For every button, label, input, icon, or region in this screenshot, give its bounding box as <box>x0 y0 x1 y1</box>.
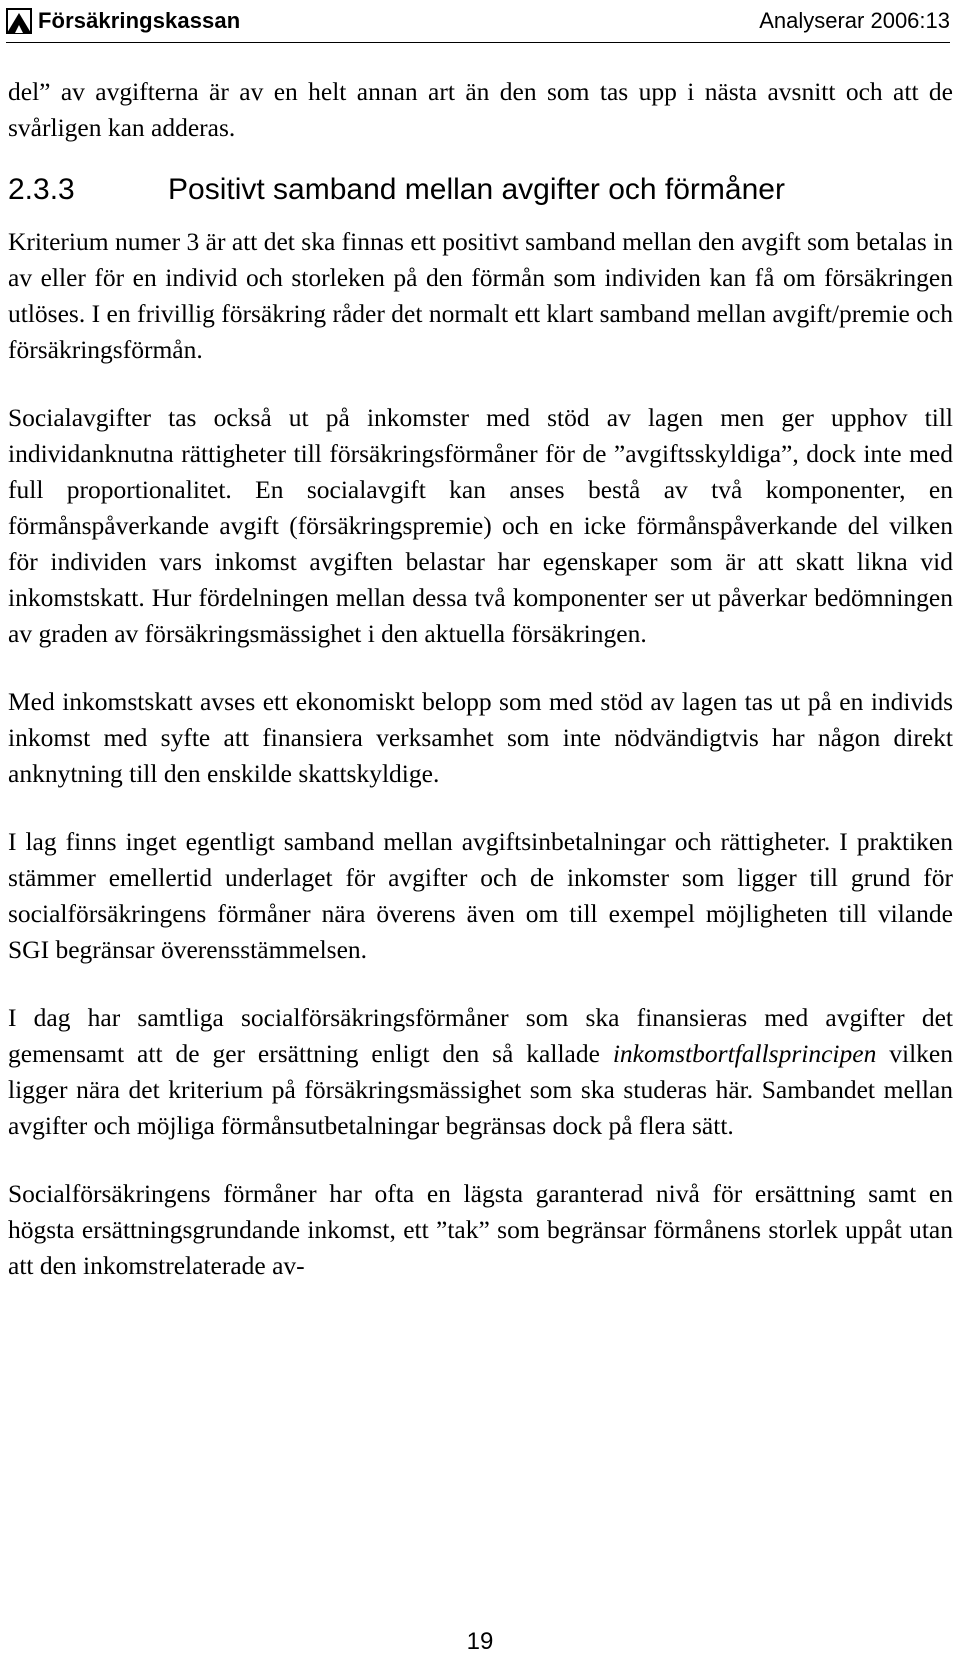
page-number: 19 <box>466 1628 494 1655</box>
paragraph-income-tax: Med inkomstskatt avses ett ekonomiskt belopp som med stöd av lagen tas ut på en individs inkomst med syfte att finansiera verksamhet som inte nödvändigtvis har någon direkt anknytning till den enskilde skattskyldige. <box>8 687 953 788</box>
forsakringskassan-logo-icon <box>6 8 32 34</box>
paragraph-text: I dag har samtliga socialförsäkringsförmåner som ska finansieras med avgifter det gemensamt att de ger ersättning enligt den så kallade <box>8 1003 953 1068</box>
paragraph-text: vilken ligger nära det kriterium på försäkringsmässighet som ska studeras här. Sambandet mellan avgifter och möjliga förmånsutbetalningar begränsas dock på flera sätt. <box>8 1039 953 1140</box>
section-heading <box>8 170 953 210</box>
paragraph-law: I lag finns inget egentligt samband mellan avgiftsinbetalningar och rättigheter. I praktiken stämmer emellertid underlaget för avgifter och de inkomster som ligger till grund för socialförsäkringens förmåner nära överens även om till exempel möjligheten till vilande SGI begränsar överensstämmelsen. <box>8 827 953 964</box>
paragraph-criterion: Kriterium numer 3 är att det ska finnas ett positivt samband mellan den avgift som betalas in av eller för en individ och storleken på den förmån som individen kan få om försäkringen utlöses. I en frivillig försäkring råder det normalt ett klart samband mellan avgift/premie och försäkringsförmån. <box>8 227 953 364</box>
paragraph-income-loss-principle <box>8 1000 953 1144</box>
italic-term: inkomstbortfallsprincipen <box>612 1039 877 1068</box>
organization-logo <box>6 6 240 36</box>
header-divider <box>6 42 950 43</box>
document-reference: Analyserar 2006:13 <box>759 8 950 33</box>
organization-name: Försäkringskassan <box>38 8 241 33</box>
section-number: 2.3.3 <box>8 173 75 206</box>
page-header <box>0 0 960 46</box>
section-title: Positivt samband mellan avgifter och förmåner <box>168 173 785 206</box>
continued-paragraph: del” av avgifterna är av en helt annan art än den som tas upp i nästa avsnitt och att de svårligen kan adderas. <box>8 77 953 142</box>
page-content <box>8 74 953 1316</box>
paragraph-benefit-limits: Socialförsäkringens förmåner har ofta en lägsta garanterad nivå för ersättning samt en högsta ersättningsgrundande inkomst, ett ”tak” som begränsar förmånens storlek uppåt utan att den inkomstrelaterade av- <box>8 1179 953 1280</box>
paragraph-social-fees: Socialavgifter tas också ut på inkomster med stöd av lagen men ger upphov till individanknutna rättigheter till försäkringsförmåner för de ”avgiftsskyldiga”, dock inte med full proportionalitet. En socialavgift kan anses bestå av två komponenter, en förmånspåverkande avgift (försäkringspremie) och en icke förmånspåverkande del vilken för individen vars inkomst avgiften belastar har egenskaper som är att skatt likna vid inkomstskatt. Hur fördelningen mellan dessa två komponenter ser ut påverkar bedömningen av graden av försäkringsmässighet i den aktuella försäkringen. <box>8 403 953 648</box>
